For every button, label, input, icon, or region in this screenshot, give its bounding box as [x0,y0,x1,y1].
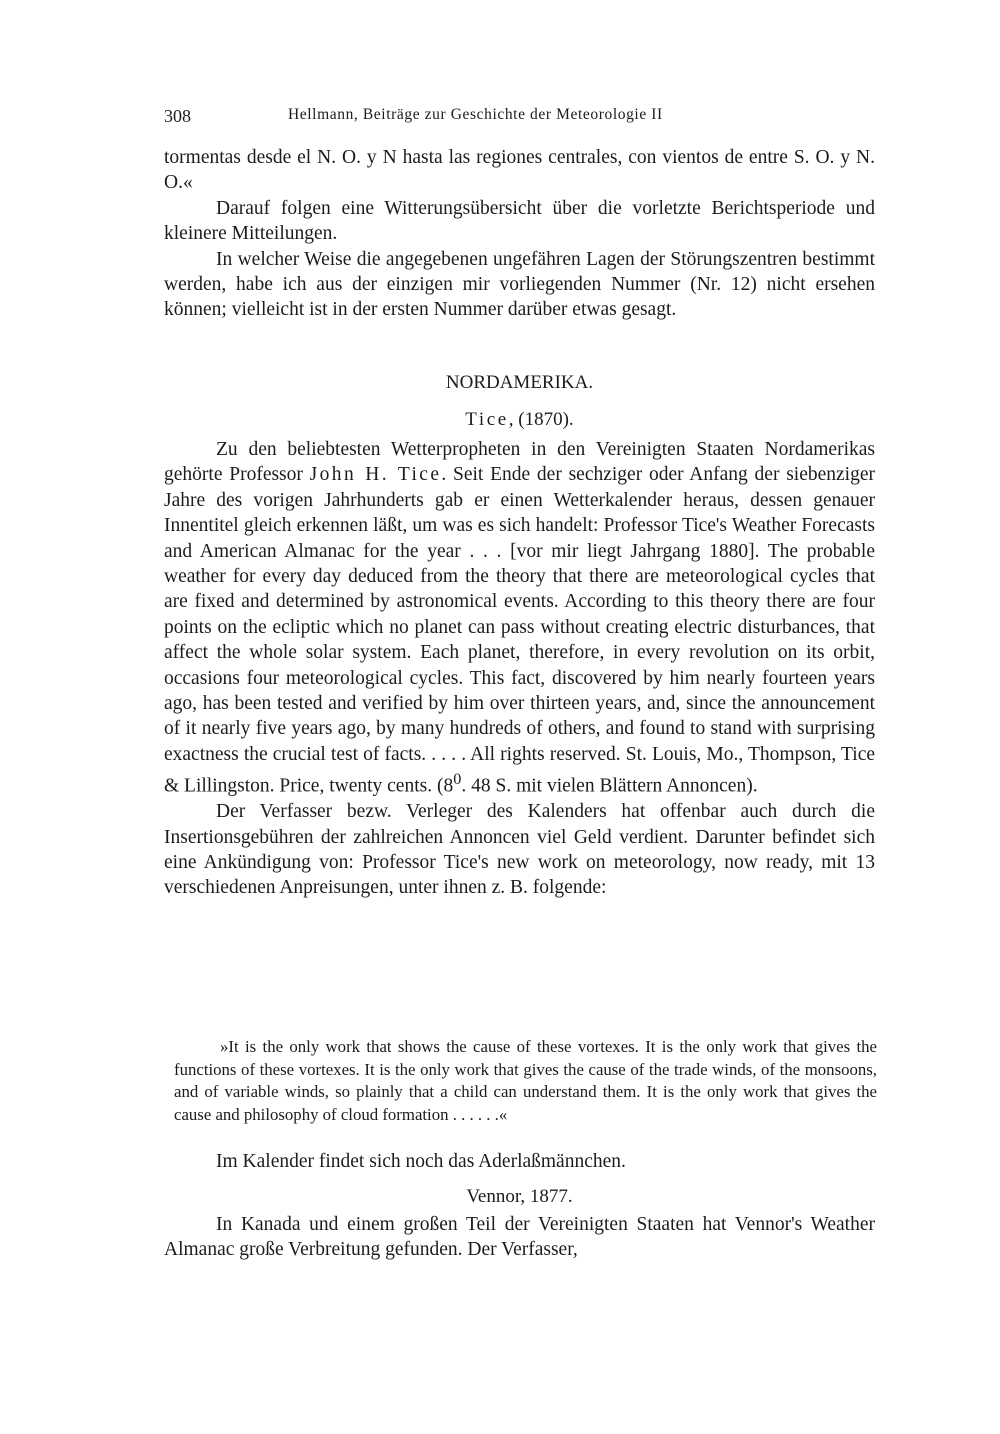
tice-paragraph-1-start: Zu den beliebtesten Wetterpropheten in den Vereinigten Staaten Nordamerikas gehörte Professor [164,439,875,486]
vennor-heading: Vennor, 1877. [466,1186,573,1207]
tice-heading [164,409,875,431]
intro-paragraph-2: Darauf folgen eine Witterungsübersicht über die vorletzte Berichtsperiode und kleinere Mitteilungen. [164,197,875,245]
vennor-paragraph-1: In Kanada und einem großen Teil der Vereinigten Staaten hat Vennor's Weather Almanac große Verbreitung gefunden. Der Verfasser, [164,1214,875,1261]
tice-paragraph-1-body: . Seit Ende der sechziger oder Anfang der siebenziger Jahre des vorigen Jahrhunderts gab er einen Wetterkalender heraus, dessen genauer Innentitel gleich erkennen läßt, um was es sich handelt: Professor Tice's Weather Forecasts and American Almanac for the year . . . [vor mir liegt Jahrgang 1880]. The probable weather for every day deduced from the theory that there are meteorological cycles that are fixed and determined by astronomical events. According to this theory there are four points on the ecliptic which no planet can pass without creating electric disturbances, that affect the whole solar system. Each planet, therefore, in every revolution on its orbit, occasions four meteorological cycles. This fact, discovered by him nearly fourteen years ago, has been tested and verified by him over thirteen years, and, since the announcement of it nearly five years ago, by many hundreds of others, and found to stand with surprising exactness the crucial test of facts. . . . . All rights reserved. St. Louis, Mo., Thompson, Tice & Lillingston. Price, twenty cents. (8 [164,464,875,797]
tice-closing [164,1149,875,1174]
tice-paragraph-1-end: . 48 S. mit vielen Blättern Annoncen). [461,775,758,797]
intro-paragraph-3: In welcher Weise die angegebenen ungefähren Lagen der Störungszentren bestimmt werden, habe ich aus der einzigen mir vorliegenden Nummer (Nr. 12) nicht ersehen können; vielleicht ist in der ersten Nummer darüber etwas gesagt. [164,248,875,321]
tice-quote-text: »It is the only work that shows the cause of these vortexes. It is the only work that gives the functions of these vortexes. It is the only work that gives the cause of the trade winds, of the monsoons, and of variable winds, so plainly that a child can understand them. It is the only work that gives the cause and philosophy of cloud formation . . . . . .« [174,1037,877,1125]
tice-text [164,437,875,901]
tice-paragraph-1 [164,437,875,799]
tice-quote [174,1036,877,1127]
tice-author-name: John H. Tice [309,464,442,486]
intro-paragraph-1: tormentas desde el N. O. y N hasta las regiones centrales, con vientos de entre S. O. y N. O.« [164,147,875,194]
tice-paragraph-3: Im Kalender findet sich noch das Aderlaßmännchen. [216,1151,626,1172]
page-number: 308 [164,106,191,126]
vennor-text [164,1212,875,1263]
intro-text [164,145,875,323]
tice-heading-name: Tice [465,409,509,430]
format-superscript: 0 [453,770,462,789]
section-title: NORDAMERIKA. [445,372,594,393]
page-header [164,106,884,130]
running-title: Hellmann, Beiträge zur Geschichte der Meteorologie II [288,106,663,123]
tice-heading-year: , (1870). [508,409,574,430]
tice-paragraph-2: Der Verfasser bezw. Verleger des Kalenders hat offenbar auch durch die Insertionsgebühren der zahlreichen Annoncen viel Geld verdient. Darunter befindet sich eine Ankündigung von: Professor Tice's new work on meteorology, now ready, mit 13 verschiedenen Anpreisungen, unter ihnen z. B. folgende: [164,801,875,899]
